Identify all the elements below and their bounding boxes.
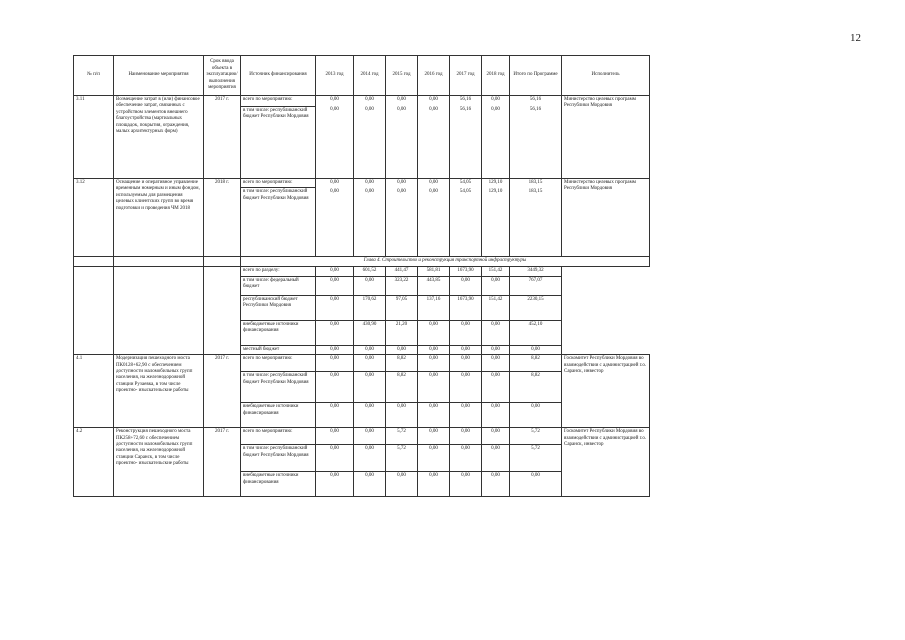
value-cell: 8,82 <box>510 355 562 372</box>
value-cell: 0,00 <box>418 372 450 403</box>
chapter-title: Глава 4. Строительство и реконструкция транспортной инфраструктуры <box>241 257 650 267</box>
value-cell: 0,00 <box>482 355 510 372</box>
value-cell: 97,05 <box>386 295 418 320</box>
value-cell: 0,00 <box>482 445 510 472</box>
funding-source: всего по мероприятию: <box>241 428 316 445</box>
value-cell: 151,42 <box>482 267 510 276</box>
value-cell: 0,00 <box>354 106 386 179</box>
funding-source: в том числе: республиканский бюджет Республики Мордовия <box>241 372 316 403</box>
header-cell: 2013 год <box>316 56 354 96</box>
value-cell: 0,00 <box>354 355 386 372</box>
term: 2017 г. <box>204 428 241 497</box>
funding-source: внебюджетные источники финансирования <box>241 320 316 345</box>
value-cell: 5,72 <box>510 428 562 445</box>
value-cell: 0,00 <box>316 445 354 472</box>
value-cell: 56,16 <box>450 106 482 179</box>
table-row <box>74 355 650 372</box>
value-cell: 0,00 <box>354 445 386 472</box>
value-cell: 0,00 <box>354 372 386 403</box>
value-cell: 0,00 <box>450 372 482 403</box>
measure-name: Оснащение и оперативное управление временным номерным и иным фондом, используемым для размещения целевых клиентских групп во время подготовки и проведения ЧМ 2018 <box>114 179 204 257</box>
value-cell: 170,62 <box>354 295 386 320</box>
value-cell: 21,20 <box>386 320 418 345</box>
row-number: 4.1 <box>74 355 114 428</box>
header-cell: Итого по Программе <box>510 56 562 96</box>
funding-source: внебюджетные источники финансирования <box>241 403 316 428</box>
header-cell: Источник финансирования <box>241 56 316 96</box>
value-cell: 0,00 <box>386 96 418 107</box>
value-cell: 0,00 <box>316 276 354 295</box>
value-cell: 581,81 <box>418 267 450 276</box>
table-row <box>74 96 650 107</box>
value-cell: 0,00 <box>482 106 510 179</box>
value-cell: 0,00 <box>354 472 386 497</box>
funding-source: в том числе: федеральный бюджет <box>241 276 316 295</box>
value-cell: 0,00 <box>354 428 386 445</box>
value-cell: 0,00 <box>482 276 510 295</box>
value-cell: 0,00 <box>510 345 562 354</box>
funding-source: всего по мероприятию: <box>241 179 316 188</box>
value-cell: 0,00 <box>482 345 510 354</box>
term: 2017 г. <box>204 96 241 179</box>
value-cell: 0,00 <box>510 472 562 497</box>
funding-source: внебюджетные источники финансирования <box>241 472 316 497</box>
header-cell: 2018 год <box>482 56 510 96</box>
value-cell: 601,52 <box>354 267 386 276</box>
value-cell: 56,16 <box>510 106 562 179</box>
value-cell: 0,00 <box>354 179 386 188</box>
value-cell: 0,00 <box>418 179 450 188</box>
value-cell: 0,00 <box>418 472 450 497</box>
value-cell: 0,00 <box>354 276 386 295</box>
value-cell: 0,00 <box>386 403 418 428</box>
value-cell: 0,00 <box>316 96 354 107</box>
value-cell: 0,00 <box>316 188 354 257</box>
header-cell: Исполнитель <box>562 56 650 96</box>
value-cell: 56,16 <box>510 96 562 107</box>
value-cell: 183,15 <box>510 188 562 257</box>
program-table <box>73 55 650 497</box>
value-cell: 0,00 <box>386 179 418 188</box>
measure-name: Модернизация пешеходного моста ПК0128+62,90 с обеспечением доступности маломобильных групп населения, на железнодорожной станции Рузаевка, в том числе проектно- изыскательские работы <box>114 355 204 428</box>
value-cell: 0,00 <box>482 96 510 107</box>
executor: Министерство целевых программ Республики Мордовия <box>562 96 650 179</box>
measure-name: Реконструкция пешеходного моста ПК258+72,60 с обеспечением доступности маломобильных групп населения, на железнодорожной станции Саранск, в том числе проектно- изыскательские работы <box>114 428 204 497</box>
header-cell: 2016 год <box>418 56 450 96</box>
page-number: 12 <box>850 32 861 44</box>
value-cell: 0,00 <box>386 472 418 497</box>
value-cell: 137,16 <box>418 295 450 320</box>
value-cell: 0,00 <box>450 472 482 497</box>
value-cell: 0,00 <box>316 355 354 372</box>
chapter-row <box>74 257 650 267</box>
value-cell: 0,00 <box>316 320 354 345</box>
value-cell: 0,00 <box>418 445 450 472</box>
value-cell: 0,00 <box>316 106 354 179</box>
value-cell: 54,05 <box>450 188 482 257</box>
value-cell: 0,00 <box>418 96 450 107</box>
value-cell: 0,00 <box>418 188 450 257</box>
value-cell: 0,00 <box>450 355 482 372</box>
table-row <box>74 428 650 445</box>
value-cell: 0,00 <box>510 403 562 428</box>
value-cell: 0,00 <box>386 345 418 354</box>
funding-source: всего по мероприятию: <box>241 96 316 107</box>
value-cell: 129,10 <box>482 179 510 188</box>
value-cell: 1673,90 <box>450 267 482 276</box>
funding-source: республиканский бюджет Республики Мордовия <box>241 295 316 320</box>
value-cell: 0,00 <box>450 276 482 295</box>
value-cell: 0,00 <box>450 445 482 472</box>
header-cell: 2014 год <box>354 56 386 96</box>
value-cell: 0,00 <box>316 372 354 403</box>
value-cell: 5,72 <box>386 445 418 472</box>
value-cell: 0,00 <box>418 428 450 445</box>
value-cell: 0,00 <box>450 428 482 445</box>
value-cell: 441,47 <box>386 267 418 276</box>
header-cell: Наименование мероприятия <box>114 56 204 96</box>
header-cell: Срок ввода объекта в эксплуатацию/выполнения мероприятия <box>204 56 241 96</box>
table-row <box>74 267 650 276</box>
value-cell: 183,15 <box>510 179 562 188</box>
value-cell: 0,00 <box>450 320 482 345</box>
funding-source: в том числе: республиканский бюджет Республики Мордовия <box>241 106 316 179</box>
row-number: 3.12 <box>74 179 114 257</box>
value-cell: 8,82 <box>510 372 562 403</box>
funding-source: всего по мероприятию: <box>241 355 316 372</box>
executor: Министерство целевых программ Республики Мордовия <box>562 179 650 257</box>
value-cell: 56,16 <box>450 96 482 107</box>
value-cell: 8,82 <box>386 372 418 403</box>
value-cell: 767,07 <box>510 276 562 295</box>
measure-name: Возмещение затрат в (или) финансовое обеспечение затрат, связанных с устройством элементов внешнего благоустройства (мартиальных площадок, покрытия, ограждения, малых архитектурных форм) <box>114 96 204 179</box>
header-row <box>74 56 650 96</box>
value-cell: 323,22 <box>386 276 418 295</box>
value-cell: 0,00 <box>482 372 510 403</box>
executor: Госкомитет Республики Мордовия во взаимодействии с администрацией г.о. Саранск, инвестор <box>562 428 650 497</box>
term: 2017 г. <box>204 355 241 428</box>
value-cell: 0,00 <box>418 355 450 372</box>
value-cell: 0,00 <box>418 106 450 179</box>
row-number: 3.11 <box>74 96 114 179</box>
value-cell: 2230,15 <box>510 295 562 320</box>
value-cell: 430,90 <box>354 320 386 345</box>
value-cell: 0,00 <box>418 345 450 354</box>
value-cell: 5,72 <box>510 445 562 472</box>
value-cell: 0,00 <box>316 179 354 188</box>
header-cell: 2015 год <box>386 56 418 96</box>
value-cell: 0,00 <box>316 295 354 320</box>
value-cell: 0,00 <box>482 403 510 428</box>
value-cell: 0,00 <box>316 345 354 354</box>
term: 2018 г. <box>204 179 241 257</box>
table-row <box>74 179 650 188</box>
value-cell: 0,00 <box>316 472 354 497</box>
row-number: 4.2 <box>74 428 114 497</box>
value-cell: 0,00 <box>354 188 386 257</box>
value-cell: 0,00 <box>316 267 354 276</box>
funding-source: всего по разделу: <box>241 267 316 276</box>
value-cell: 54,05 <box>450 179 482 188</box>
value-cell: 8,82 <box>386 355 418 372</box>
value-cell: 5,72 <box>386 428 418 445</box>
value-cell: 0,00 <box>354 96 386 107</box>
value-cell: 443,85 <box>418 276 450 295</box>
value-cell: 0,00 <box>386 188 418 257</box>
funding-source: в том числе: республиканский бюджет Республики Мордовия <box>241 188 316 257</box>
value-cell: 0,00 <box>418 320 450 345</box>
value-cell: 0,00 <box>482 320 510 345</box>
header-cell: 2017 год <box>450 56 482 96</box>
value-cell: 0,00 <box>450 403 482 428</box>
value-cell: 3449,32 <box>510 267 562 276</box>
value-cell: 1673,90 <box>450 295 482 320</box>
value-cell: 0,00 <box>418 403 450 428</box>
funding-source: местный бюджет <box>241 345 316 354</box>
value-cell: 0,00 <box>354 403 386 428</box>
value-cell: 452,10 <box>510 320 562 345</box>
value-cell: 129,10 <box>482 188 510 257</box>
value-cell: 0,00 <box>450 345 482 354</box>
executor: Госкомитет Республики Мордовия во взаимодействии с администрацией г.о. Саранск, инвестор <box>562 355 650 428</box>
value-cell: 0,00 <box>354 345 386 354</box>
value-cell: 0,00 <box>386 106 418 179</box>
header-cell: № п/п <box>74 56 114 96</box>
value-cell: 0,00 <box>482 428 510 445</box>
value-cell: 151,42 <box>482 295 510 320</box>
funding-source: в том числе: республиканский бюджет Республики Мордовия <box>241 445 316 472</box>
value-cell: 0,00 <box>482 472 510 497</box>
value-cell: 0,00 <box>316 428 354 445</box>
value-cell: 0,00 <box>316 403 354 428</box>
